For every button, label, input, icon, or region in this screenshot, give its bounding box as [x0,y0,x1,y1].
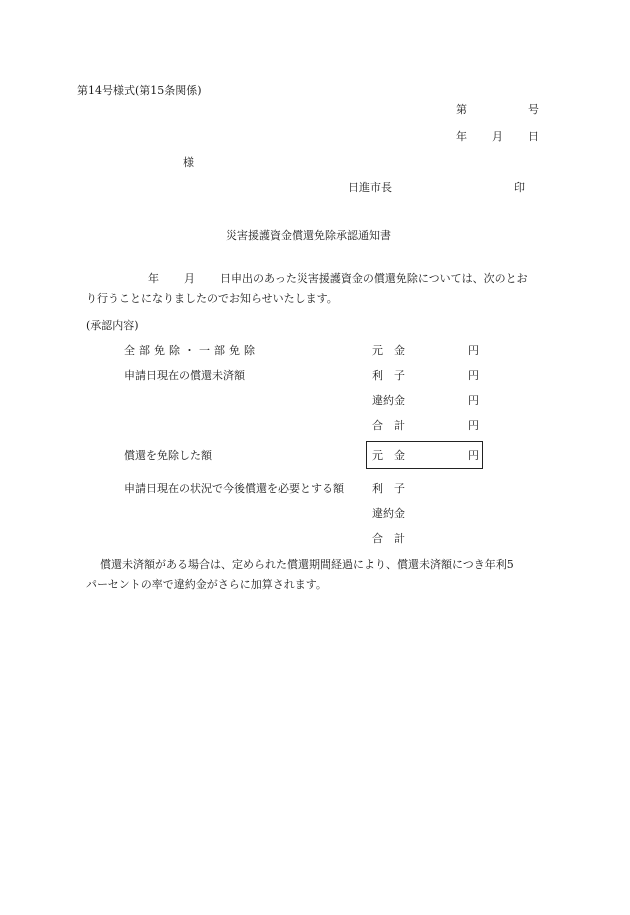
future-item-label: 利 子 [372,482,405,495]
unpaid-item-label: 利 子 [372,369,405,382]
date-year: 年 [456,130,467,143]
intro-text-line2: り行うことになりましたのでお知らせいたします。 [86,292,338,305]
date-day: 日 [528,130,539,143]
intro-month: 月 [184,272,195,285]
seal: 印 [514,181,525,194]
document-title: 災害援護資金償還免除承認通知書 [226,229,391,242]
issuer: 日進市長 [348,181,392,194]
future-item-label: 違約金 [372,507,405,520]
unpaid-item-unit: 円 [468,394,479,407]
unpaid-label: 申請日現在の償還未済額 [124,369,245,382]
addressee-suffix: 様 [183,156,194,169]
approval-heading: (承認内容) [86,319,139,332]
exemption-type: 全部免除・一部免除 [124,344,259,357]
intro-text-line1: 日申出のあった災害援護資金の償還免除については、次のとお [220,272,528,285]
exempted-item-label: 元 金 [372,449,405,462]
date-month: 月 [492,130,503,143]
exempted-item-unit: 円 [468,449,479,462]
form-label: 第14号様式(第15条関係) [77,84,202,97]
exempted-label: 償還を免除した額 [124,449,212,462]
number-suffix: 号 [528,103,539,116]
unpaid-item-label: 違約金 [372,394,405,407]
note-line2: パーセントの率で違約金がさらに加算されます。 [86,578,327,591]
unpaid-item-unit: 円 [468,419,479,432]
future-item-label: 合 計 [372,532,405,545]
future-label: 申請日現在の状況で今後償還を必要とする額 [124,482,344,495]
intro-year: 年 [148,272,159,285]
unpaid-item-unit: 円 [468,344,479,357]
note-line1: 償還未済額がある場合は、定められた償還期間経過により、償還未済額につき年利5 [100,558,514,571]
unpaid-item-unit: 円 [468,369,479,382]
number-prefix: 第 [456,103,467,116]
unpaid-item-label: 合 計 [372,419,405,432]
unpaid-item-label: 元 金 [372,344,405,357]
